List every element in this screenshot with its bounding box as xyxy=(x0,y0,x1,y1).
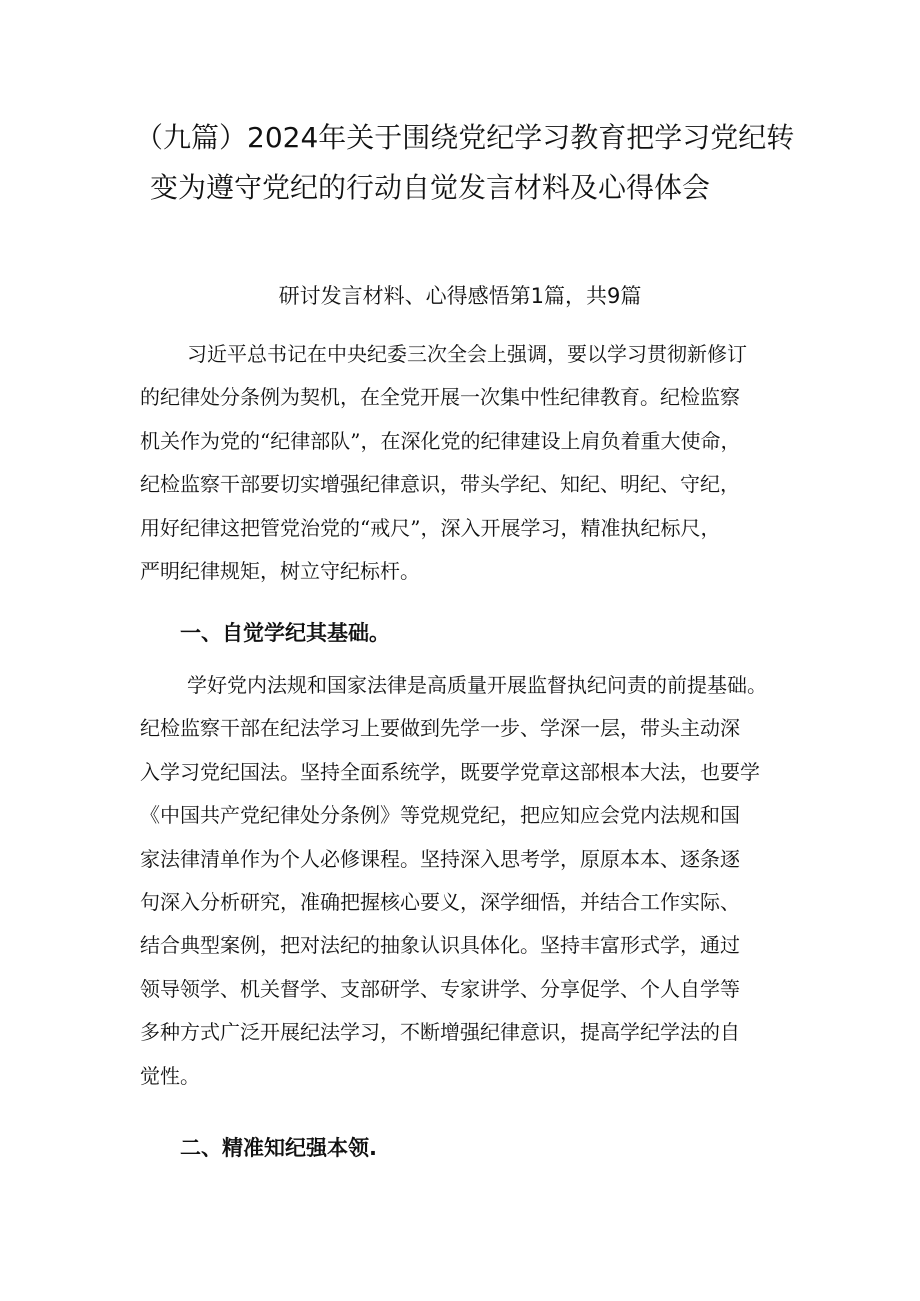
paragraph-line: 纪检监察干部在纪法学习上要做到先学一步、学深一层，带头主动深 xyxy=(140,716,740,741)
title-line-1: （九篇）2024年关于围绕党纪学习教育把学习党纪转 xyxy=(135,121,795,154)
document-subtitle: 研讨发言材料、心得感悟第1篇，共9篇 xyxy=(278,284,642,308)
paragraph-line: 领导领学、机关督学、支部研学、专家讲学、分享促学、个人自学等 xyxy=(140,976,740,1001)
paragraph-line: 习近平总书记在中央纪委三次全会上强调，要以学习贯彻新修订 xyxy=(187,342,747,366)
paragraph-line: 《中国共产党纪律处分条例》等党规党纪，把应知应会党内法规和国 xyxy=(140,803,740,828)
paragraph-line: 句深入分析研究，准确把握核心要义，深学细悟，并结合工作实际、 xyxy=(140,890,740,915)
section-1-paragraph xyxy=(140,664,820,1098)
intro-paragraph xyxy=(140,333,820,593)
document-title xyxy=(135,113,815,213)
paragraph-line: 觉性。 xyxy=(140,1063,200,1088)
paragraph-line: 学好党内法规和国家法律是高质量开展监督执纪问责的前提基础。 xyxy=(187,673,767,697)
section-heading-1: 一、自觉学纪其基础。 xyxy=(180,621,390,645)
paragraph-line: 严明纪律规矩，树立守纪标杆。 xyxy=(140,559,420,584)
paragraph-line: 入学习党纪国法。坚持全面系统学，既要学党章这部根本大法，也要学 xyxy=(140,759,760,784)
paragraph-line: 用好纪律这把管党治党的“戒尺”，深入开展学习，精准执纪标尺， xyxy=(140,515,721,540)
section-heading-2: 二、精准知纪强本领. xyxy=(180,1136,377,1160)
paragraph-line: 家法律清单作为个人必修课程。坚持深入思考学，原原本本、逐条逐 xyxy=(140,846,740,871)
title-line-2: 变为遵守党纪的行动自觉发言材料及心得体会 xyxy=(150,171,711,204)
paragraph-line: 多种方式广泛开展纪法学习，不断增强纪律意识，提高学纪学法的自 xyxy=(140,1020,740,1045)
paragraph-line: 的纪律处分条例为契机，在全党开展一次集中性纪律教育。纪检监察 xyxy=(140,385,740,410)
paragraph-line: 结合典型案例，把对法纪的抽象认识具体化。坚持丰富形式学，通过 xyxy=(140,933,740,958)
paragraph-line: 机关作为党的“纪律部队”，在深化党的纪律建设上肩负着重大使命， xyxy=(140,428,741,453)
paragraph-line: 纪检监察干部要切实增强纪律意识，带头学纪、知纪、明纪、守纪， xyxy=(140,472,740,497)
